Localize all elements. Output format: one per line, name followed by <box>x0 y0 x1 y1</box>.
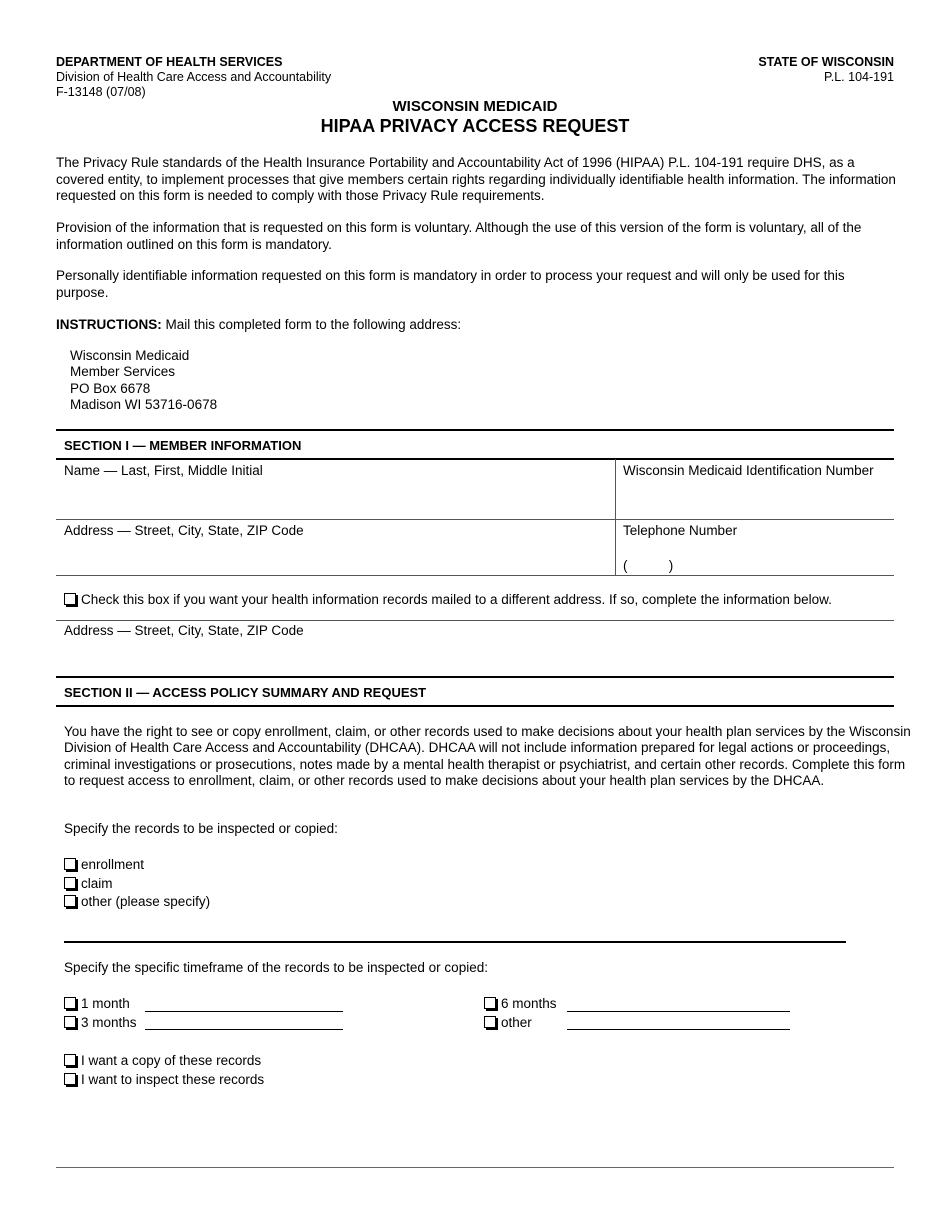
section-divider <box>56 676 894 678</box>
other-records-checkbox[interactable] <box>64 895 76 907</box>
option-label: 3 months <box>81 1014 137 1030</box>
field-divider <box>56 575 894 576</box>
address-line: Wisconsin Medicaid <box>70 348 190 363</box>
telephone-area-code[interactable]: ( ) <box>623 558 674 573</box>
3-months-fill-line[interactable] <box>145 1029 343 1030</box>
mandatory-paragraph: Personally identifiable information requested on this form is mandatory in order to process your request and will only be used for this purpose. <box>56 268 845 300</box>
1-month-fill-line[interactable] <box>145 1011 343 1012</box>
option-label: enrollment <box>81 857 145 872</box>
timeframe-other[interactable] <box>484 1014 557 1033</box>
field-divider <box>56 519 894 520</box>
6-months-fill-line[interactable] <box>567 1011 790 1012</box>
mailing-address <box>70 348 217 413</box>
medicaid-id-field[interactable]: Wisconsin Medicaid Identification Number <box>623 463 874 478</box>
state-header <box>758 55 894 85</box>
6-months-checkbox[interactable] <box>484 997 496 1009</box>
section-divider <box>56 429 894 431</box>
record-option-other[interactable] <box>64 893 210 912</box>
option-label: I want a copy of these records <box>81 1053 262 1068</box>
field-divider <box>56 620 894 621</box>
timeframe-1-month[interactable] <box>64 995 137 1014</box>
section-divider <box>56 458 894 460</box>
form-number: F-13148 (07/08) <box>56 85 146 99</box>
different-address-label: Check this box if you want your health information records mailed to a different address. If so, complete the information below. <box>81 592 832 607</box>
copy-records-checkbox[interactable] <box>64 1054 76 1066</box>
telephone-field[interactable]: Telephone Number <box>623 523 738 538</box>
record-type-options <box>64 856 210 912</box>
address-line: Member Services <box>70 364 176 380</box>
division-name: Division of Health Care Access and Accountability <box>56 70 332 84</box>
section-divider <box>56 705 894 707</box>
column-divider <box>615 459 616 575</box>
member-name-field[interactable]: Name — Last, First, Middle Initial <box>64 463 263 478</box>
voluntary-paragraph: Provision of the information that is requested on this form is voluntary. Although the use of this version of the form is voluntary, all of the information outlined on this form is mandatory. <box>56 220 862 252</box>
member-address-field[interactable]: Address — Street, City, State, ZIP Code <box>64 523 304 538</box>
request-copy-option[interactable] <box>64 1051 264 1070</box>
option-label: 6 months <box>501 996 557 1011</box>
option-label: claim <box>81 875 113 891</box>
enrollment-checkbox[interactable] <box>64 858 76 870</box>
option-label: other (please specify) <box>81 894 211 909</box>
instructions-text: Mail this completed form to the following address: <box>161 317 462 332</box>
3-months-checkbox[interactable] <box>64 1016 76 1028</box>
instructions <box>56 317 896 334</box>
inspect-records-checkbox[interactable] <box>64 1073 76 1085</box>
other-timeframe-fill-line[interactable] <box>567 1029 790 1030</box>
timeframe-3-months[interactable] <box>64 1014 137 1033</box>
form-title: HIPAA PRIVACY ACCESS REQUEST <box>320 116 630 136</box>
timeframe-options-left <box>64 995 137 1032</box>
timeframe-prompt: Specify the specific timeframe of the records to be inspected or copied: <box>64 960 488 975</box>
public-law: P.L. 104-191 <box>824 70 894 84</box>
timeframe-options-right <box>484 995 557 1032</box>
other-timeframe-checkbox[interactable] <box>484 1016 496 1028</box>
other-specify-line[interactable] <box>64 941 846 943</box>
address-line: Madison WI 53716-0678 <box>70 396 218 412</box>
request-inspect-option[interactable] <box>64 1070 264 1089</box>
access-policy-summary: You have the right to see or copy enrollment, claim, or other records used to make decisions about your health plan services by the Wisconsin Division of Health Care Access and Accountability (DHCAA). DHCAA will not include information prepared for legal actions or proceedings, criminal investigations or prosecutions, notes made by a mental health therapist or psychiatrist, and certain other records. Complete this form to request access to enrollment, claim, or other records used to make decisions about your health plan services by the DHCAA. <box>64 724 911 788</box>
record-option-enrollment[interactable] <box>64 856 210 875</box>
privacy-rule-paragraph: The Privacy Rule standards of the Health Insurance Portability and Accountability Act of 1996 (HIPAA) P.L. 104-191 require DHS, as a covered entity, to implement processes that give members certain rights regarding individually identifiable health information. The information requested on this form is needed to comply with those Privacy Rule requirements. <box>56 155 896 203</box>
timeframe-6-months[interactable] <box>484 995 557 1014</box>
state-name: STATE OF WISCONSIN <box>758 55 894 69</box>
form-subtitle: WISCONSIN MEDICAID <box>392 98 558 115</box>
request-type-options <box>64 1051 264 1089</box>
address-line: PO Box 6678 <box>70 380 151 396</box>
claim-checkbox[interactable] <box>64 877 76 889</box>
option-label: 1 month <box>81 996 130 1011</box>
instructions-label: INSTRUCTIONS: <box>56 317 162 332</box>
alternate-address-field[interactable]: Address — Street, City, State, ZIP Code <box>64 623 304 638</box>
different-address-checkbox[interactable] <box>64 593 76 605</box>
record-option-claim[interactable] <box>64 875 210 894</box>
section2-title: SECTION II — ACCESS POLICY SUMMARY AND REQUEST <box>64 685 427 700</box>
section1-title: SECTION I — MEMBER INFORMATION <box>64 438 302 453</box>
agency-header <box>56 55 331 100</box>
option-label: I want to inspect these records <box>81 1072 265 1087</box>
records-prompt: Specify the records to be inspected or copied: <box>64 821 338 836</box>
page-bottom-rule <box>56 1167 894 1168</box>
department-name: DEPARTMENT OF HEALTH SERVICES <box>56 55 283 69</box>
different-address-option[interactable] <box>64 592 832 607</box>
option-label: other <box>501 1014 532 1030</box>
1-month-checkbox[interactable] <box>64 997 76 1009</box>
